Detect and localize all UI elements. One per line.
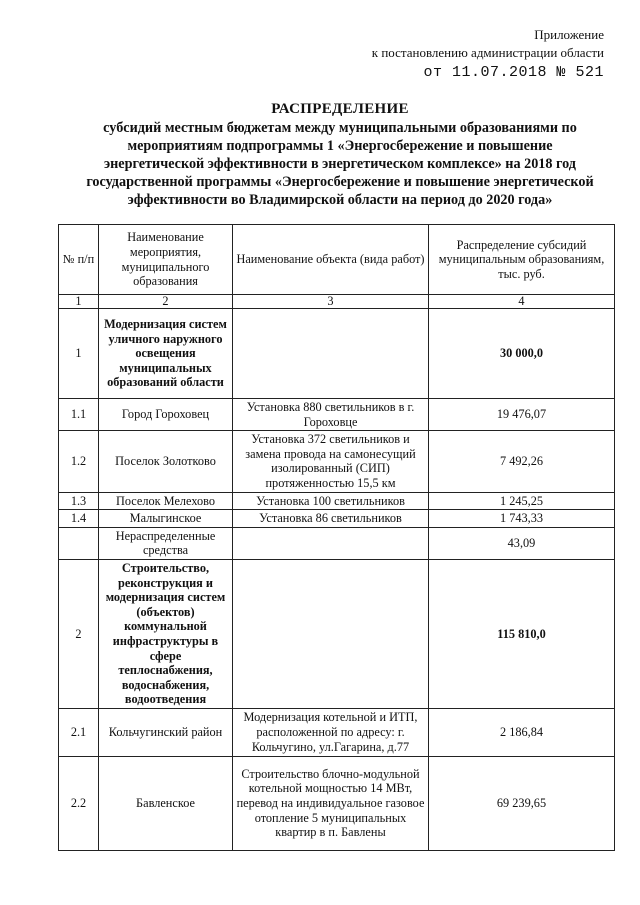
heading-line-5: эффективности во Владимирской области на период до 2020 года»: [127, 192, 553, 208]
row-num: 2.2: [59, 756, 99, 850]
row-name: Строительство, реконструкция и модернизация систем (объектов) коммунальной инфраструктуры в сфере теплоснабжения, водоснабжения, водоотведения: [99, 559, 233, 708]
table-row: [59, 510, 615, 528]
heading-line-1: субсидий местным бюджетам между муниципальными образованиями по: [103, 120, 577, 136]
row-num: 1.4: [59, 510, 99, 528]
row-object: Установка 86 светильников: [233, 510, 429, 528]
row-num: 1.3: [59, 492, 99, 510]
row-name: Город Гороховец: [99, 399, 233, 431]
row-object: Модернизация котельной и ИТП, расположенной по адресу: г. Кольчугино, ул.Гагарина, д.77: [233, 708, 429, 756]
row-num: 1: [59, 309, 99, 399]
row-amount: 7 492,26: [429, 431, 615, 492]
table-row: [59, 559, 615, 708]
row-num: 2.1: [59, 708, 99, 756]
row-name: Поселок Мелехово: [99, 492, 233, 510]
row-amount: 1 743,33: [429, 510, 615, 528]
row-name: Малыгинское: [99, 510, 233, 528]
row-num: [59, 527, 99, 559]
row-amount: 43,09: [429, 527, 615, 559]
heading-line-2: мероприятиям подпрограммы 1 «Энергосбережение и повышение: [127, 138, 553, 154]
row-amount: 1 245,25: [429, 492, 615, 510]
row-num: 1.2: [59, 431, 99, 492]
header-num: № п/п: [59, 225, 99, 295]
row-object: [233, 559, 429, 708]
appendix-subtitle: к постановлению администрации области: [371, 45, 604, 60]
colnum-cell: 4: [429, 295, 615, 309]
table-row: [59, 431, 615, 492]
table-header-row: [59, 225, 615, 295]
header-object: Наименование объекта (вида работ): [233, 225, 429, 295]
colnum-cell: 3: [233, 295, 429, 309]
table-row: [59, 708, 615, 756]
row-object: [233, 527, 429, 559]
header-name: Наименование мероприятия, муниципального образования: [99, 225, 233, 295]
table-row: [59, 492, 615, 510]
appendix-date-number: от 11.07.2018 № 521: [423, 64, 604, 81]
row-amount: 2 186,84: [429, 708, 615, 756]
table-row: [59, 309, 615, 399]
table-column-numbers-row: [59, 295, 615, 309]
row-name: Нераспределенные средства: [99, 527, 233, 559]
row-amount: 30 000,0: [429, 309, 615, 399]
appendix-block: [372, 26, 604, 82]
row-object: Строительство блочно-модульной котельной мощностью 14 МВт, перевод на индивидуальное газовое отопление 5 муниципальных квартир в п. Бавлены: [233, 756, 429, 850]
row-name: Поселок Золотково: [99, 431, 233, 492]
colnum-cell: 2: [99, 295, 233, 309]
row-object: [233, 309, 429, 399]
row-amount: 19 476,07: [429, 399, 615, 431]
appendix-title: Приложение: [534, 27, 604, 42]
row-amount: 115 810,0: [429, 559, 615, 708]
table-row: [59, 756, 615, 850]
row-name: Кольчугинский район: [99, 708, 233, 756]
heading-line-3: энергетической эффективности в энергетическом комплексе» на 2018 год: [104, 156, 576, 172]
row-num: 1.1: [59, 399, 99, 431]
document-heading: [60, 100, 620, 209]
table-row: [59, 399, 615, 431]
heading-title: РАСПРЕДЕЛЕНИЕ: [271, 101, 409, 117]
table-row: [59, 527, 615, 559]
subsidy-table: [58, 224, 615, 851]
row-name: Модернизация систем уличного наружного освещения муниципальных образований области: [99, 309, 233, 399]
row-object: Установка 100 светильников: [233, 492, 429, 510]
row-object: Установка 880 светильников в г. Гороховце: [233, 399, 429, 431]
header-amount: Распределение субсидий муниципальным образованиям, тыс. руб.: [429, 225, 615, 295]
row-name: Бавленское: [99, 756, 233, 850]
colnum-cell: 1: [59, 295, 99, 309]
row-amount: 69 239,65: [429, 756, 615, 850]
heading-line-4: государственной программы «Энергосбережение и повышение энергетической: [86, 174, 594, 190]
row-num: 2: [59, 559, 99, 708]
row-object: Установка 372 светильников и замена провода на самонесущий изолированный (СИП) протяженностью 15,5 км: [233, 431, 429, 492]
